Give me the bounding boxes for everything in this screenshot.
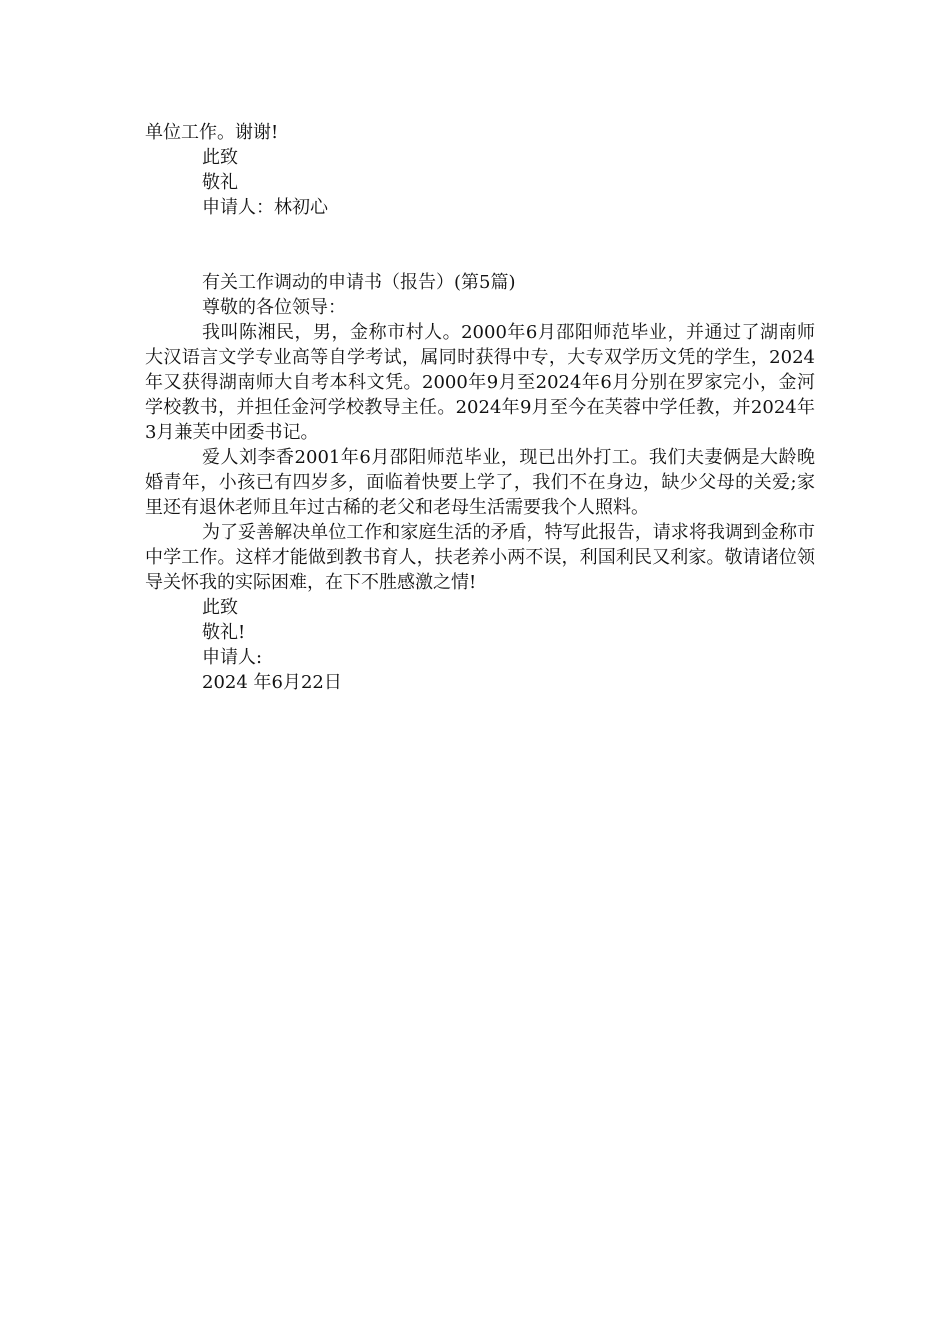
salutation: 尊敬的各位领导： bbox=[202, 297, 346, 318]
document-body bbox=[145, 120, 815, 695]
closing-1: 此致 bbox=[202, 597, 238, 618]
previous-closing-1: 此致 bbox=[202, 147, 238, 168]
previous-section-tail: 单位工作。谢谢! bbox=[145, 122, 279, 143]
previous-applicant: 申请人：林初心 bbox=[202, 197, 328, 218]
section-title: 有关工作调动的申请书（报告）(第5篇) bbox=[202, 272, 516, 293]
closing-2: 敬礼! bbox=[202, 622, 246, 643]
date-line: 2024 年6月22日 bbox=[202, 672, 342, 693]
paragraph-3: 为了妥善解决单位工作和家庭生活的矛盾，特写此报告，请求将我调到金称市中学工作。这样才能做到教书育人，扶老养小两不误，利国利民又利家。敬请诸位领导关怀我的实际困难，在下不胜感激之情! bbox=[145, 522, 815, 593]
previous-closing-2: 敬礼 bbox=[202, 172, 238, 193]
section-gap bbox=[145, 220, 815, 270]
applicant-label: 申请人: bbox=[202, 647, 263, 668]
paragraph-2: 爱人刘李香2001年6月邵阳师范毕业，现已出外打工。我们夫妻俩是大龄晚婚青年，小孩已有四岁多，面临着快要上学了，我们不在身边，缺少父母的关爱;家里还有退休老师且年过古稀的老父和老母生活需要我个人照料。 bbox=[145, 447, 815, 518]
paragraph-1: 我叫陈湘民，男，金称市村人。2000年6月邵阳师范毕业，并通过了湖南师大汉语言文学专业高等自学考试，属同时获得中专，大专双学历文凭的学生，2024年又获得湖南师大自考本科文凭。2000年9月至2024年6月分别在罗家完小，金河学校教书，并担任金河学校教导主任。2024年9月至今在芙蓉中学任教，并2024年3月兼芙中团委书记。 bbox=[145, 322, 815, 443]
